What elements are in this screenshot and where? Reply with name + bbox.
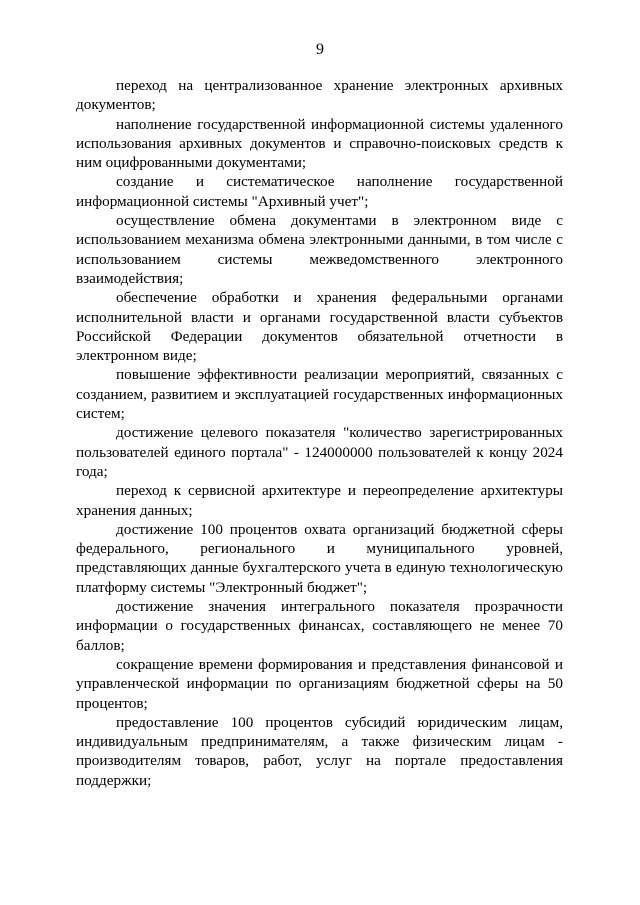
paragraph: осуществление обмена документами в электронном виде с использованием механизма обмена электронными данными, в том числе с использованием системы межведомственного электронного взаимодействия; <box>76 212 563 287</box>
paragraph: переход к сервисной архитектуре и переопределение архитектуры хранения данных; <box>76 482 563 519</box>
paragraph: создание и систематическое наполнение государственной информационной системы "Архивный учет"; <box>76 173 563 210</box>
paragraph: переход на централизованное хранение электронных архивных документов; <box>76 77 563 114</box>
paragraph: наполнение государственной информационной системы удаленного использования архивных документов и справочно-поисковых средств к ним оцифрованными документами; <box>76 115 563 172</box>
paragraph: повышение эффективности реализации мероприятий, связанных с созданием, развитием и эксплуатацией государственных информационных систем; <box>76 366 563 423</box>
paragraph: предоставление 100 процентов субсидий юридическим лицам, индивидуальным предпринимателям, а также физическим лицам - производителям товаров, работ, услуг на портале предоставления поддержки; <box>76 713 563 789</box>
paragraph: достижение 100 процентов охвата организаций бюджетной сферы федерального, регионального и муниципального уровней, представляющих данные бухгалтерского учета в единую технологическую платформу системы "Электронный бюджет"; <box>76 520 563 596</box>
paragraph: достижение значения интегрального показателя прозрачности информации о государственных финансах, составляющего не менее 70 баллов; <box>76 598 563 654</box>
page-number: 9 <box>316 41 324 58</box>
paragraph: достижение целевого показателя "количество зарегистрированных пользователей единого портала" - 124000000 пользователей к концу 2024 года; <box>76 424 563 480</box>
document-body <box>76 76 563 790</box>
paragraph: обеспечение обработки и хранения федеральными органами исполнительной власти и органами государственной власти субъектов Российской Федерации документов обязательной отчетности в электронном виде; <box>76 289 563 365</box>
paragraph: сокращение времени формирования и представления финансовой и управленческой информации по организациям бюджетной сферы на 50 процентов; <box>76 655 563 712</box>
